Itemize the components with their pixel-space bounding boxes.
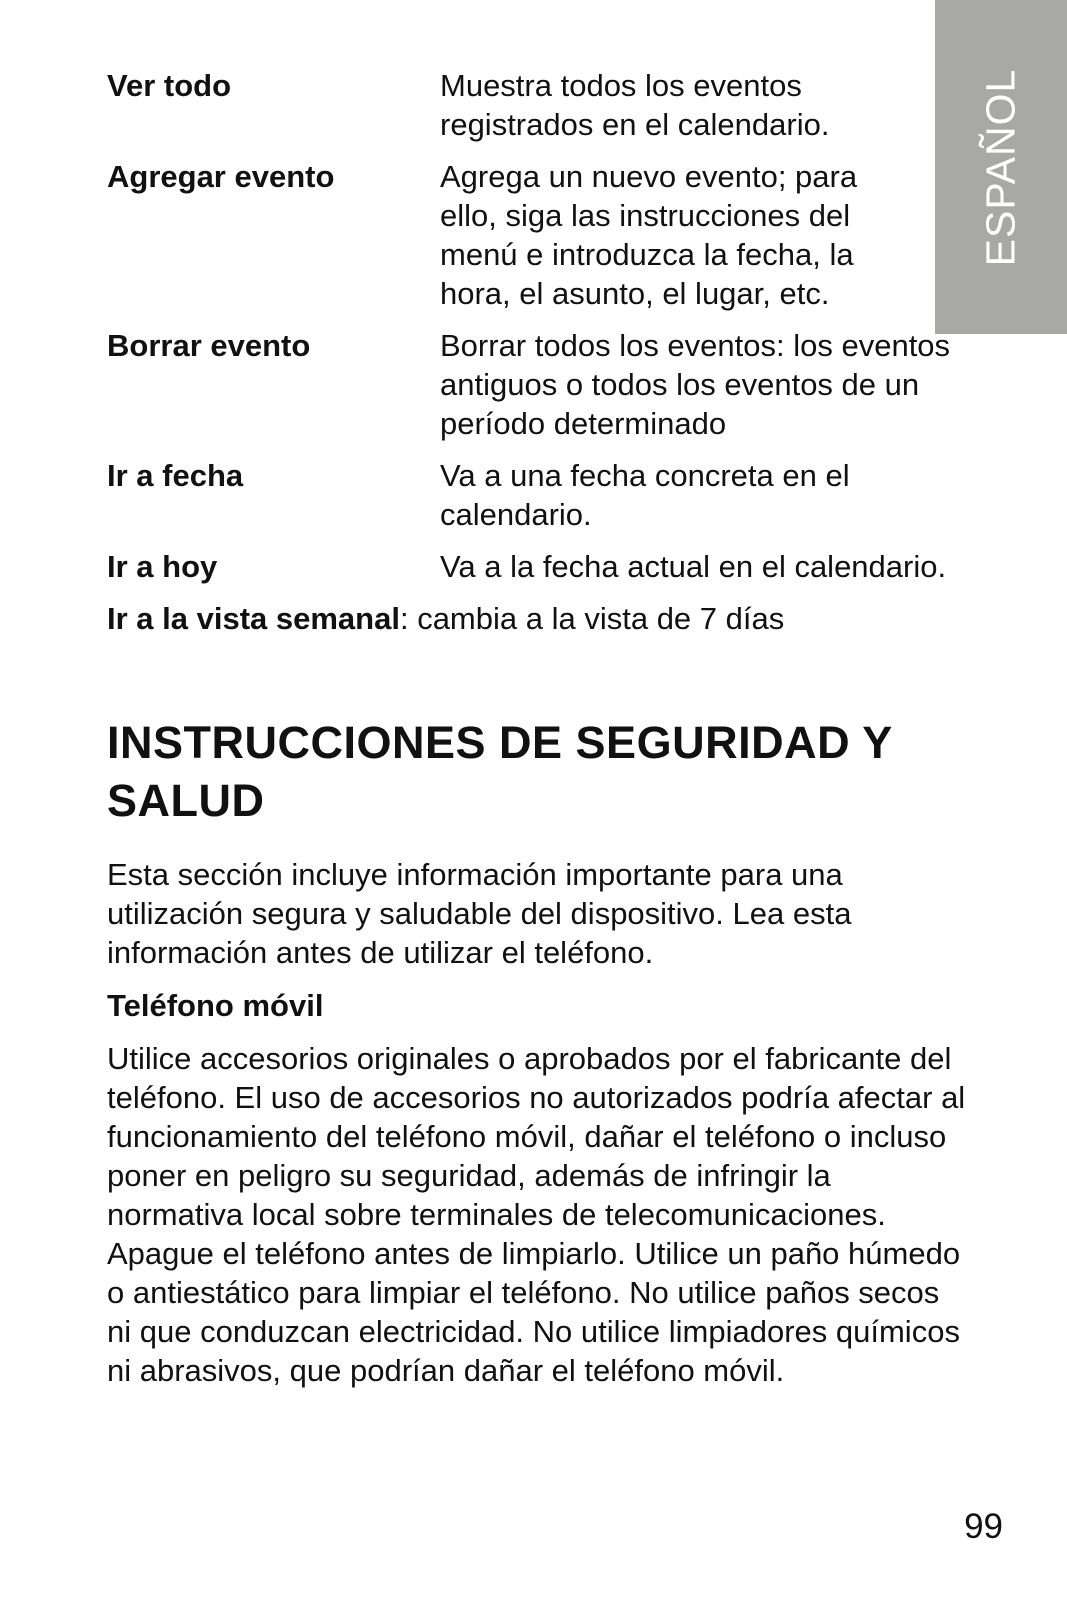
desc-line: menú e introduzca la fecha, la [440, 237, 854, 272]
menu-term: Borrar evento [107, 328, 311, 363]
body-line: Utilice accesorios originales o aprobados por el fabricante del [107, 1041, 952, 1076]
menu-row-ir-a-fecha [107, 456, 977, 534]
menu-row-borrar-evento [107, 326, 977, 443]
desc-line: Agrega un nuevo evento; para [440, 159, 858, 194]
menu-description [440, 157, 977, 313]
body-line: normativa local sobre terminales de telecomunicaciones. [107, 1197, 886, 1232]
body-line: ni que conduzcan electricidad. No utilice limpiadores químicos [107, 1314, 960, 1349]
intro-line: información antes de utilizar el teléfono. [107, 935, 654, 970]
desc-line: registrados en el calendario. [440, 107, 830, 142]
desc-line: Borrar todos los eventos: los eventos [440, 328, 951, 363]
menu-term: Ver todo [107, 68, 232, 103]
menu-term: Agregar evento [107, 159, 335, 194]
subheading-mobile-phone: Teléfono móvil [107, 988, 324, 1023]
body-line: o antiestático para limpiar el teléfono. No utilice paños secos [107, 1275, 940, 1310]
desc-line: Va a la fecha actual en el calendario. [440, 549, 947, 584]
menu-description [440, 66, 977, 144]
desc-line: antiguos o todos los eventos de un [440, 367, 920, 402]
menu-row-agregar-evento [107, 157, 977, 313]
menu-row-ver-todo [107, 66, 977, 144]
page-number: 99 [964, 1507, 1003, 1546]
weekly-view-item [107, 599, 977, 638]
menu-term: Ir a fecha [107, 458, 244, 493]
section-title [107, 714, 987, 830]
desc-line: Muestra todos los eventos [440, 68, 802, 103]
intro-paragraph [107, 855, 987, 972]
body-line: Apague el teléfono antes de limpiarlo. Utilice un paño húmedo [107, 1236, 961, 1271]
menu-term: Ir a hoy [107, 549, 218, 584]
menu-row-ir-a-hoy [107, 547, 977, 586]
menu-description [440, 547, 977, 586]
desc-line: Va a una fecha concreta en el [440, 458, 850, 493]
desc-line: hora, el asunto, el lugar, etc. [440, 276, 830, 311]
weekly-view-description: : cambia a la vista de 7 días [399, 601, 785, 636]
menu-description [440, 326, 977, 443]
weekly-view-term: Ir a la vista semanal [107, 601, 400, 636]
desc-line: ello, siga las instrucciones del [440, 198, 851, 233]
body-line: teléfono. El uso de accesorios no autorizados podría afectar al [107, 1080, 966, 1115]
desc-line: calendario. [440, 497, 592, 532]
calendar-menu-options [107, 66, 977, 638]
body-paragraph [107, 1039, 1007, 1390]
title-line: INSTRUCCIONES DE SEGURIDAD Y [107, 717, 893, 768]
intro-line: Esta sección incluye información importante para una [107, 857, 843, 892]
language-tab-label: ESPAÑOL [977, 68, 1024, 266]
menu-description [440, 456, 977, 534]
body-line: poner en peligro su seguridad, además de infringir la [107, 1158, 831, 1193]
body-line: funcionamiento del teléfono móvil, dañar el teléfono o incluso [107, 1119, 947, 1154]
desc-line: período determinado [440, 406, 727, 441]
body-line: ni abrasivos, que podrían dañar el teléfono móvil. [107, 1353, 785, 1388]
intro-line: utilización segura y saludable del dispositivo. Lea esta [107, 896, 852, 931]
title-line: SALUD [107, 775, 265, 826]
